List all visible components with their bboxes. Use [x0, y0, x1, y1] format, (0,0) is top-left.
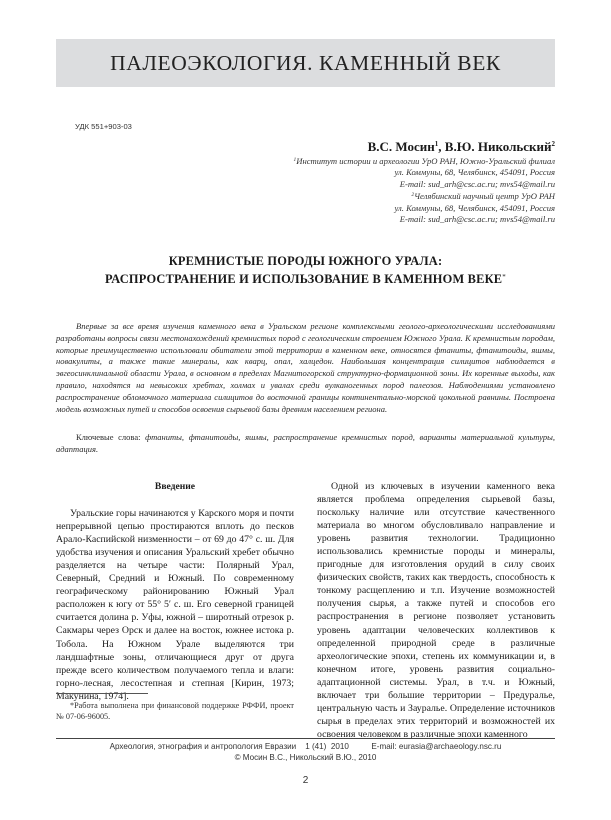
affiliation-1-sup: 1: [293, 157, 297, 163]
affiliation-2-address: ул. Коммуны, 68, Челябинск, 454091, Россия: [394, 202, 555, 213]
affiliation-2: [135, 190, 555, 225]
footer-year: 2010: [330, 742, 349, 751]
footnote: *Работа выполнена при финансовой поддержке РФФИ, проект № 07-06-96005.: [56, 701, 294, 722]
section-banner: [56, 39, 555, 87]
right-column-paragraph: Одной из ключевых в изучении каменного века является проблема определения сырьевой базы, поскольку наличие или отсутствие качественного материала во многом обусловливало направление и уровень развития технологии. Традиционно использовались кремнистые породы и минералы, пригодные для изготовления орудий в силу своих физических свойств, таких как твердость, способность к тонкому расщеплению и т.п. Изучение возможностей получения сырья, а также путей и способов его распространения в регионе позволяет установить уровень адаптации человеческих коллективов к определенной природной среде в различные археологические эпохи, степень их коммуникации и, в конечном итоге, уровень развития социально-адаптационной системы. Урал, в т.ч. и Южный, включает три большие территории – Предуралье, центральную часть и Зауралье. Определение источников сырья в пределах этих территорий и возможностей их освоения человеком в различные эпохи каменного: [317, 481, 555, 740]
article-title-block: [56, 254, 555, 287]
author-1: В.С. Мосин: [367, 139, 435, 154]
footer-journal-line: [56, 741, 555, 752]
section-title: ПАЛЕОЭКОЛОГИЯ. КАМЕННЫЙ ВЕК: [110, 50, 501, 75]
affiliation-2-sup: 2: [411, 192, 415, 199]
article-title-line-2: [56, 270, 555, 288]
right-column: [317, 480, 555, 741]
author-2-sup: 2: [551, 140, 555, 148]
keywords-values: фтаниты, фтанитоиды, яшмы, распространение кремнистых пород, варианты материальной культуры, адаптация.: [56, 432, 555, 454]
footer-copyright: © Мосин В.С., Никольский В.Ю., 2010: [234, 753, 377, 763]
author-1-sup: 1: [434, 140, 439, 148]
author-separator: ,: [438, 139, 445, 154]
affiliation-1: [135, 155, 555, 190]
affiliation-1-address: ул. Коммуны, 68, Челябинск, 454091, Россия: [394, 167, 555, 178]
article-title-line-1: КРЕМНИСТЫЕ ПОРОДЫ ЮЖНОГО УРАЛА:: [168, 254, 443, 268]
footer-journal: Археология, этнография и антропология Евразии: [109, 742, 297, 751]
article-title-line-2-text: РАСПРОСТРАНЕНИЕ И ИСПОЛЬЗОВАНИЕ В КАМЕННОМ ВЕКЕ: [105, 271, 503, 286]
author-names: [135, 136, 555, 155]
footer-email[interactable]: E-mail: eurasia@archaeology.nsc.ru: [371, 742, 502, 751]
udk-code: УДК 551+903-03: [75, 122, 132, 131]
left-column: [56, 480, 294, 703]
keywords: [56, 432, 555, 456]
page-footer: [56, 741, 555, 763]
abstract: Впервые за все время изучения каменного века в Уральском регионе комплексными геолого-археологическими исследованиями разработаны вопросы связи местонахождений кремнистых пород с геологическим строением Южного Урала. К кремнистым породам, которые преимущественно использовали обитатели этой территории в каменном веке, относятся фтаниты, фтанитоиды, яшмы, новакулиты, а также такие минералы, как кварц, опал, халцедон. Наибольшая концентрация силицитов наблюдается в эвгеосинклинальной области Урала, в основном в пределах Магнитогорской структурно-формационной зоны. Их коренные выходы, как правило, находятся на невысоких хребтах, холмах и увалах среди вулканогенных пород палеозоя. Наблюдениями установлено распространение обломочного материала силицитов до восточной границы континентально-морской цокольной равнины. Построена модель возможных путей и способов освоения сырьевой базы древним населением региона.: [56, 321, 555, 414]
affiliation-2-email[interactable]: E-mail: sud_arh@csc.ac.ru; mvs54@mail.ru: [399, 214, 555, 225]
author-2: В.Ю. Никольский: [444, 139, 552, 154]
affiliation-1-email[interactable]: E-mail: sud_arh@csc.ac.ru; mvs54@mail.ru: [399, 178, 555, 189]
page-number: 2: [302, 775, 309, 786]
affiliation-2-institution: Челябинский научный центр УрО РАН: [414, 191, 555, 202]
footnote-divider: [56, 693, 148, 694]
title-footnote-marker[interactable]: *: [502, 272, 506, 281]
footer-issue: 1 (41): [305, 742, 327, 751]
section-heading-introduction: Введение: [154, 481, 196, 492]
affiliation-1-institution: Институт истории и археологии УрО РАН, Южно-Уральский филиал: [296, 156, 555, 166]
left-column-paragraph: Уральские горы начинаются у Карского моря и почти непрерывной цепью простираются вплоть до песков Арало-Каспийской низменности – от 69 до 47° с. ш. Для удобства изучения и описания Уральский хребет обычно разделяется на четыре части: Полярный Урал, Северный, Средний и Южный. По современному географическому районированию Южный Урал расположен к югу от 55° 5′ с. ш. Его северной границей считается долина р. Уфы, южной – широтный отрезок р. Сакмары через Орск и далее на восток, южнее истока р. Тобола. На Южном Урале выделяются три ландшафтные зоны, отличающиеся друг от друга прежде всего количеством получаемого тепла и влаги: горно-лесная, лесостепная и степная [Кирин, 1973; Макунина, 1974].: [56, 508, 294, 702]
authors-block: [135, 136, 555, 225]
keywords-label: Ключевые слова:: [76, 432, 146, 442]
footer-divider: [56, 738, 555, 739]
